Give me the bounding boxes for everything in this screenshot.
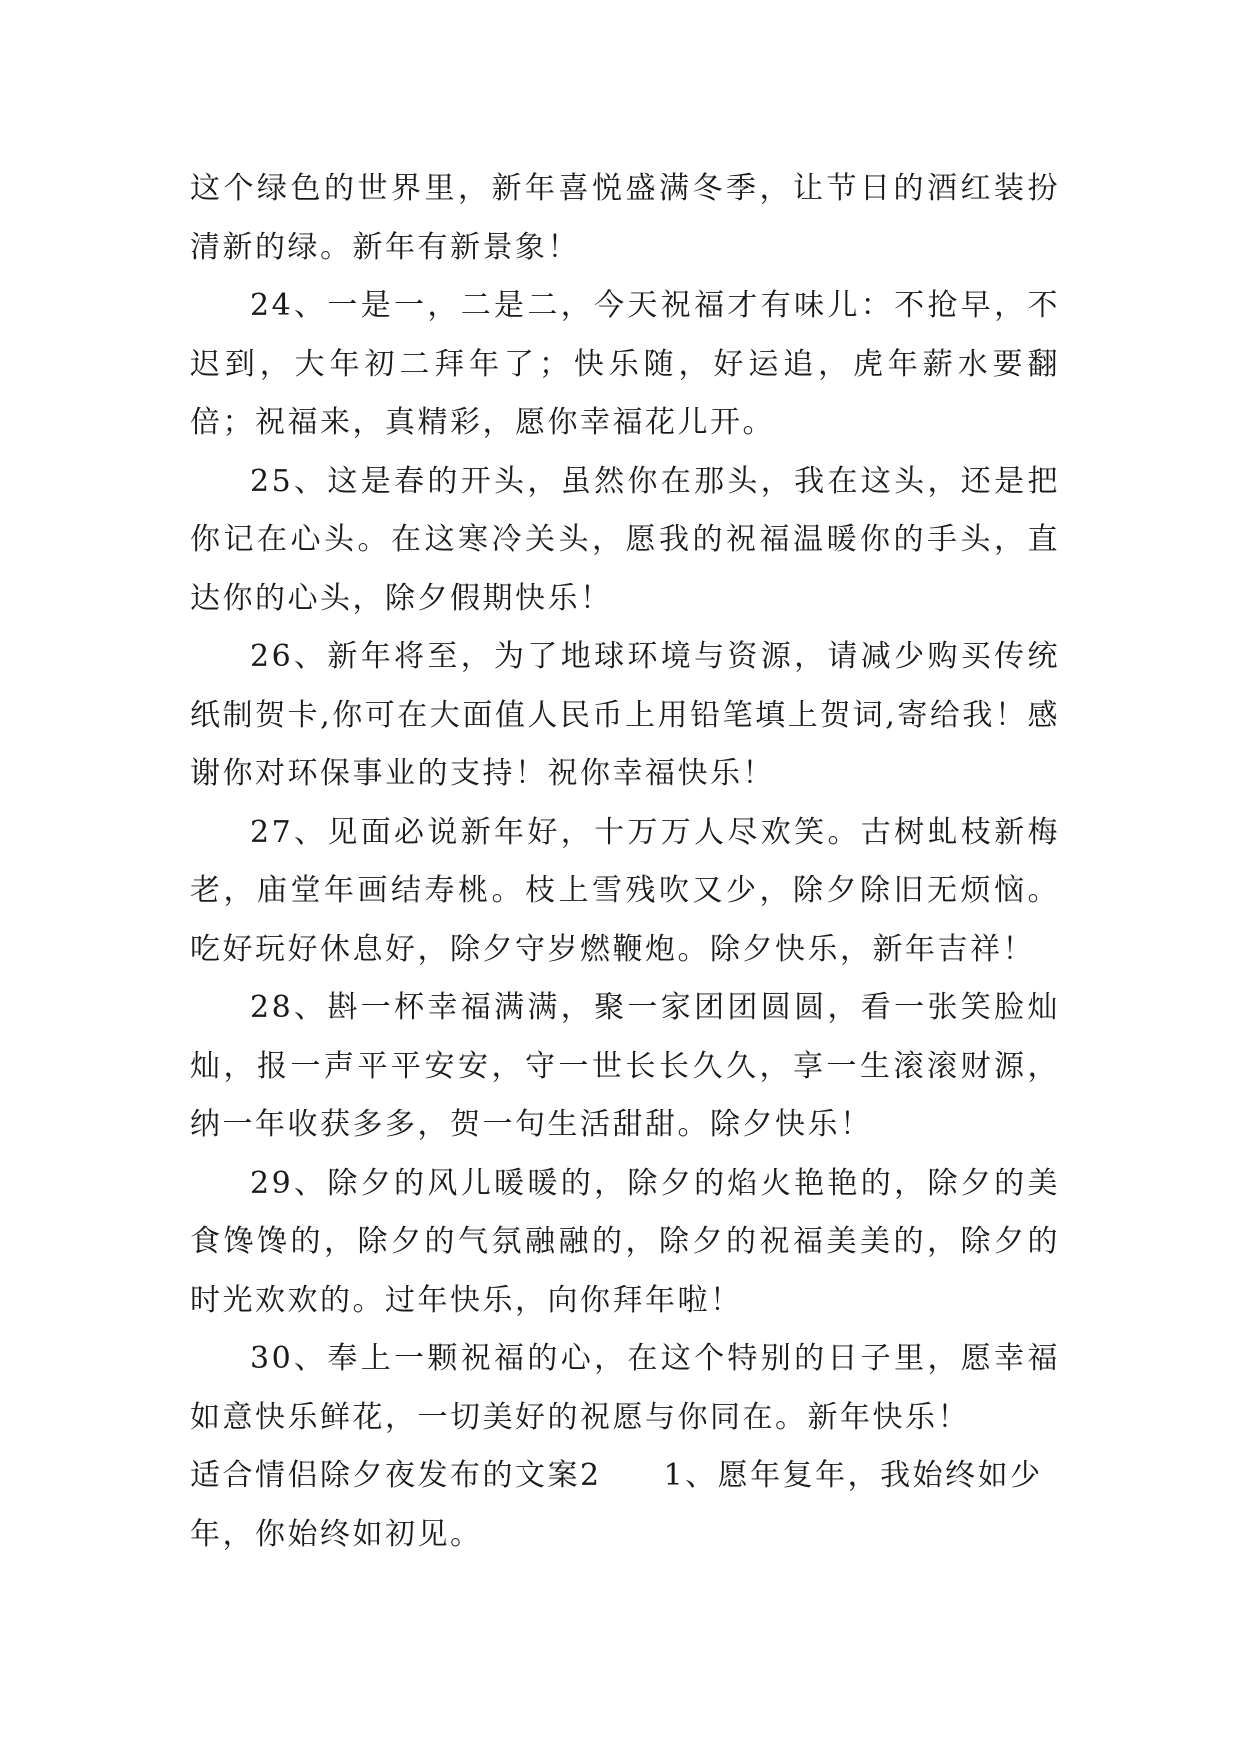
- paragraph-intro: 这个绿色的世界里，新年喜悦盛满冬季，让节日的酒红装扮清新的绿。新年有新景象！: [190, 171, 1060, 265]
- document-body: [190, 160, 1060, 1564]
- section-continuation: 年，你始终如初见。: [190, 1516, 483, 1552]
- paragraph-item-27: 27、见面必说新年好，十万万人尽欢笑。古树虬枝新梅老，庙堂年画结寿桃。枝上雪残吹又少，除夕除旧无烦恼。吃好玩好休息好，除夕守岁燃鞭炮。除夕快乐，新年吉祥！: [190, 814, 1060, 967]
- section-heading: 适合情侣除夕夜发布的文案2: [190, 1458, 602, 1493]
- paragraph-item-24: 24、一是一，二是二，今天祝福才有味儿：不抢早，不迟到，大年初二拜年了；快乐随，好运追，虎年薪水要翻倍；祝福来，真精彩，愿你幸福花儿开。: [190, 288, 1060, 440]
- paragraph-item-30: 30、奉上一颗祝福的心，在这个特别的日子里，愿幸福如意快乐鲜花，一切美好的祝愿与你同在。新年快乐！: [190, 1341, 1060, 1435]
- section-heading-line: [190, 1447, 1060, 1506]
- paragraph-item-25: 25、这是春的开头，虽然你在那头，我在这头，还是把你记在心头。在这寒冷关头，愿我的祝福温暖你的手头，直达你的心头，除夕假期快乐！: [190, 463, 1060, 616]
- paragraph-item-26: 26、新年将至，为了地球环境与资源，请减少购买传统纸制贺卡,你可在大面值人民币上用铅笔填上贺词,寄给我！感谢你对环保事业的支持！祝你幸福快乐！: [190, 639, 1060, 791]
- paragraph-item-28: 28、斟一杯幸福满满，聚一家团团圆圆，看一张笑脸灿灿，报一声平平安安，守一世长长久久，享一生滚滚财源，纳一年收获多多，贺一句生活甜甜。除夕快乐！: [190, 990, 1060, 1142]
- paragraph-item-29: 29、除夕的风儿暖暖的，除夕的焰火艳艳的，除夕的美食馋馋的，除夕的气氛融融的，除夕的祝福美美的，除夕的时光欢欢的。过年快乐，向你拜年啦！: [190, 1165, 1060, 1318]
- section-first-line: 1、愿年复年，我始终如少: [663, 1458, 1043, 1493]
